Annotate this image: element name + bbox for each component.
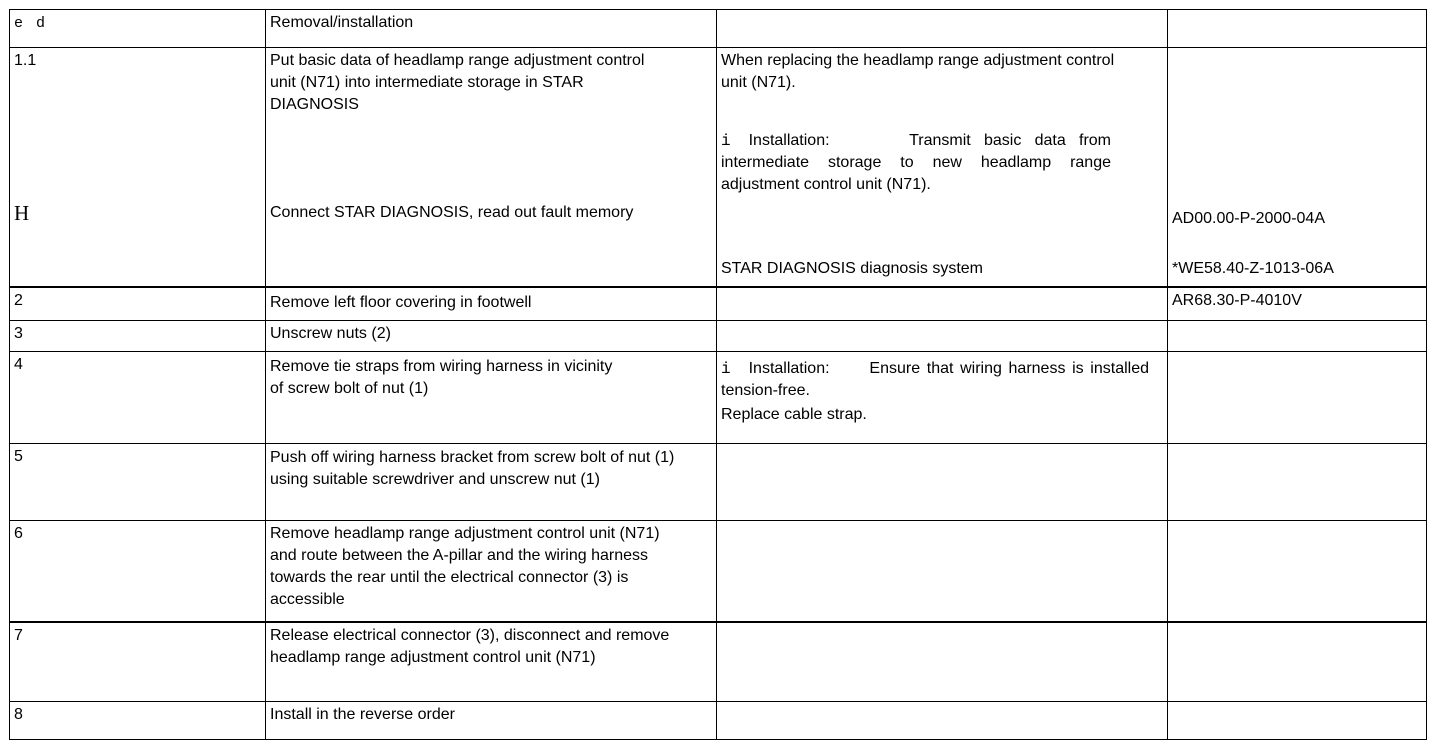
step-number: 2 — [14, 291, 23, 309]
reference-cell — [1168, 622, 1427, 702]
action-text: Remove headlamp range adjustment control unit (N71) and route between the A-pillar and the wiring harness towards the rear until the electrical connector (3) is accessible — [270, 525, 660, 608]
action-cell — [266, 622, 717, 702]
action-text-secondary: Connect STAR DIAGNOSIS, read out fault memory — [270, 204, 634, 221]
note-text-secondary: STAR DIAGNOSIS diagnosis system — [721, 260, 983, 277]
note-cell — [717, 287, 1168, 321]
step-number: 1.1 — [14, 52, 37, 69]
reference-cell — [1168, 287, 1427, 321]
info-icon: i — [721, 360, 731, 378]
action-cell — [266, 48, 717, 287]
step-cell — [10, 702, 266, 740]
reference-link[interactable]: *WE58.40-Z-1013-06A — [1172, 260, 1334, 277]
reference-link[interactable]: AR68.30-P-4010V — [1172, 291, 1302, 309]
reference-cell — [1168, 702, 1427, 740]
reference-cell — [1168, 321, 1427, 352]
step-cell — [10, 352, 266, 444]
note-cell — [717, 48, 1168, 287]
action-cell — [266, 702, 717, 740]
note-text-secondary: Replace cable strap. — [721, 406, 867, 423]
step-cell — [10, 444, 266, 521]
step-number: 7 — [14, 626, 23, 644]
table-row — [10, 287, 1427, 321]
note-text: When replacing the headlamp range adjustment control unit (N71). — [721, 52, 1115, 91]
reference-cell — [1168, 521, 1427, 622]
step-cell — [10, 48, 266, 287]
reference-cell — [1168, 352, 1427, 444]
step-cell — [10, 622, 266, 702]
header-title-cell — [266, 10, 717, 48]
note-cell — [717, 521, 1168, 622]
table-row — [10, 321, 1427, 352]
reference-link[interactable]: AD00.00-P-2000-04A — [1172, 210, 1325, 227]
info-label: Installation: — [748, 360, 830, 377]
note-cell — [717, 702, 1168, 740]
table-row — [10, 48, 1427, 287]
info-text: Ensure that wiring harness is installed tension-free. — [721, 360, 1150, 399]
info-note — [721, 358, 1149, 402]
reference-cell — [1168, 444, 1427, 521]
header-step-cell — [10, 10, 266, 48]
reference-cell — [1168, 48, 1427, 287]
procedure-table — [9, 9, 1427, 740]
table-row — [10, 444, 1427, 521]
info-icon: i — [721, 132, 731, 150]
note-cell — [717, 444, 1168, 521]
action-cell — [266, 321, 717, 352]
step-cell — [10, 521, 266, 622]
action-cell — [266, 287, 717, 321]
table-header-row — [10, 10, 1427, 48]
step-number: 6 — [14, 525, 23, 542]
action-text: Install in the reverse order — [270, 706, 455, 723]
action-cell — [266, 352, 717, 444]
step-number: 5 — [14, 448, 23, 465]
action-text: Release electrical connector (3), disconnect and remove headlamp range adjustment control unit (N71) — [270, 626, 670, 666]
action-cell — [266, 444, 717, 521]
table-row — [10, 622, 1427, 702]
table-row — [10, 702, 1427, 740]
step-number: 4 — [14, 356, 23, 373]
step-cell — [10, 321, 266, 352]
action-text: Put basic data of headlamp range adjustment control unit (N71) into intermediate storage in STAR DIAGNOSIS — [270, 52, 645, 113]
action-cell — [266, 521, 717, 622]
note-cell — [717, 622, 1168, 702]
info-note — [721, 130, 1111, 196]
action-text: Remove left floor covering in footwell — [270, 293, 532, 311]
step-cell — [10, 287, 266, 321]
header-title: Removal/installation — [270, 14, 414, 31]
note-cell — [717, 321, 1168, 352]
header-step: e d — [14, 15, 48, 32]
table-row — [10, 521, 1427, 622]
header-empty-cell — [1168, 10, 1427, 48]
action-text: Unscrew nuts (2) — [270, 325, 391, 342]
step-number: 3 — [14, 325, 23, 342]
diagnosis-symbol-icon: H — [14, 201, 30, 225]
step-number: 8 — [14, 706, 23, 723]
note-cell — [717, 352, 1168, 444]
action-text: Push off wiring harness bracket from screw bolt of nut (1) using suitable screwdriver and unscrew nut (1) — [270, 449, 675, 488]
info-label: Installation: — [748, 132, 830, 149]
table-row — [10, 352, 1427, 444]
action-text: Remove tie straps from wiring harness in vicinity of screw bolt of nut (1) — [270, 358, 613, 397]
header-empty-cell — [717, 10, 1168, 48]
info-text: Transmit basic data from intermediate storage to new headlamp range adjustment control unit (N71). — [721, 132, 1111, 193]
